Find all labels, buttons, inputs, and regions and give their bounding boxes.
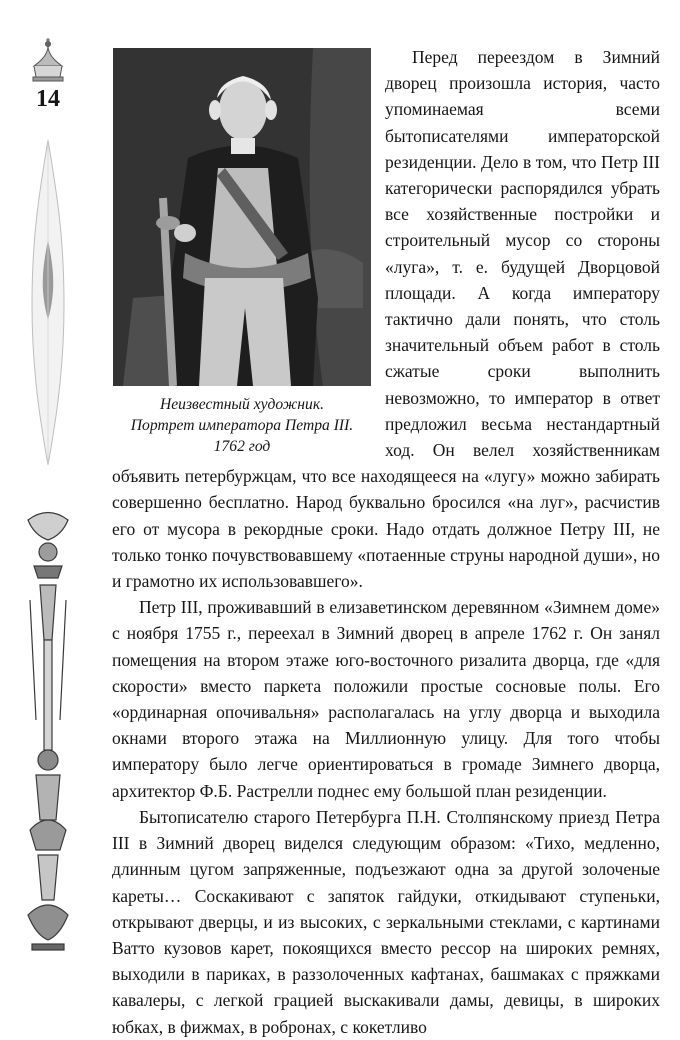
spindle-ornament-icon — [32, 140, 64, 465]
caption-line: Неизвестный художник. — [159, 396, 325, 413]
paragraph: Бытописателю старого Петербурга П.Н. Столпянскому приезд Петра III в Зимний дворец виделся следующим образом: «Тихо, медленно, длинным цугом запряженные, подъезжают одна за другой золоченые кареты… Соскакивают с запяток гайдуки, откидывают ступеньки, открывают дверцы, и из высоких, с зеркальными стеклами, с картинами Ватто кузовов карет, покоящихся вместо рессор на широких ремнях, выходили в париках, в раззолоченных кафтанах, башмаках с пряжками кавалеры, с легкой грацией выскакивали дамы, девицы, в широких юбках, в фижмах, в робронах, с кокетливо — [112, 806, 660, 1037]
main-text — [112, 44, 660, 1040]
paragraph: Петр III, проживавший в елизаветинском деревянном «Зимнем доме» с ноября 1755 г., переехал в Зимний дворец в апреле 1762 г. Он занял помещения на втором этаже юго-восточного ризалита дворца, где «для скорости» вместо паркета положили простые сосновые полы. Его «ординарная опочивальня» располагалась на углу дворца и выходила окнами второго этажа на Миллионную улицу. Для того чтобы императору было легче ориентироваться в громаде Зимнего дворца, архитектор Ф.Б. Растрелли поднес ему большой план резиденции. — [112, 597, 660, 801]
portrait-caption — [113, 394, 371, 457]
candelabrum-ornament-icon — [28, 513, 68, 951]
margin-ornament-column — [0, 0, 105, 1000]
page-number: 14 — [36, 86, 60, 112]
paragraph: Перед переездом в Зимний дворец произошла история, часто упоминаемая всеми бытописателями императорской резиденции. Дело в том, что Петр III категорически распорядился убрать все хозяйственные постройки и строительный мусор со стороны «луга», т. е. будущей Дворцовой площади. А когда императору тактично дали понять, что столь значительный объем работ в столь сжатые сроки выполнить невозможно, то император в ответ предложил весьма нестандартный ход. Он велел хозяйственникам объявить петербуржцам, что все находящееся на «лугу» можно забирать совершенно бесплатно. Народ буквально бросился «на луг», расчистив его от мусора в рекордные сроки. Надо отдать должное Петру III, не только тонко почувствовавшему «потаенные струны народной души», но и грамотно их использовавшего». — [112, 47, 660, 592]
portrait-image — [113, 48, 371, 386]
crown-icon — [33, 38, 63, 81]
portrait-figure — [113, 48, 371, 457]
caption-line: 1762 год — [213, 438, 271, 455]
margin-ornament — [0, 0, 105, 1000]
caption-line: Портрет императора Петра III. — [130, 417, 354, 434]
